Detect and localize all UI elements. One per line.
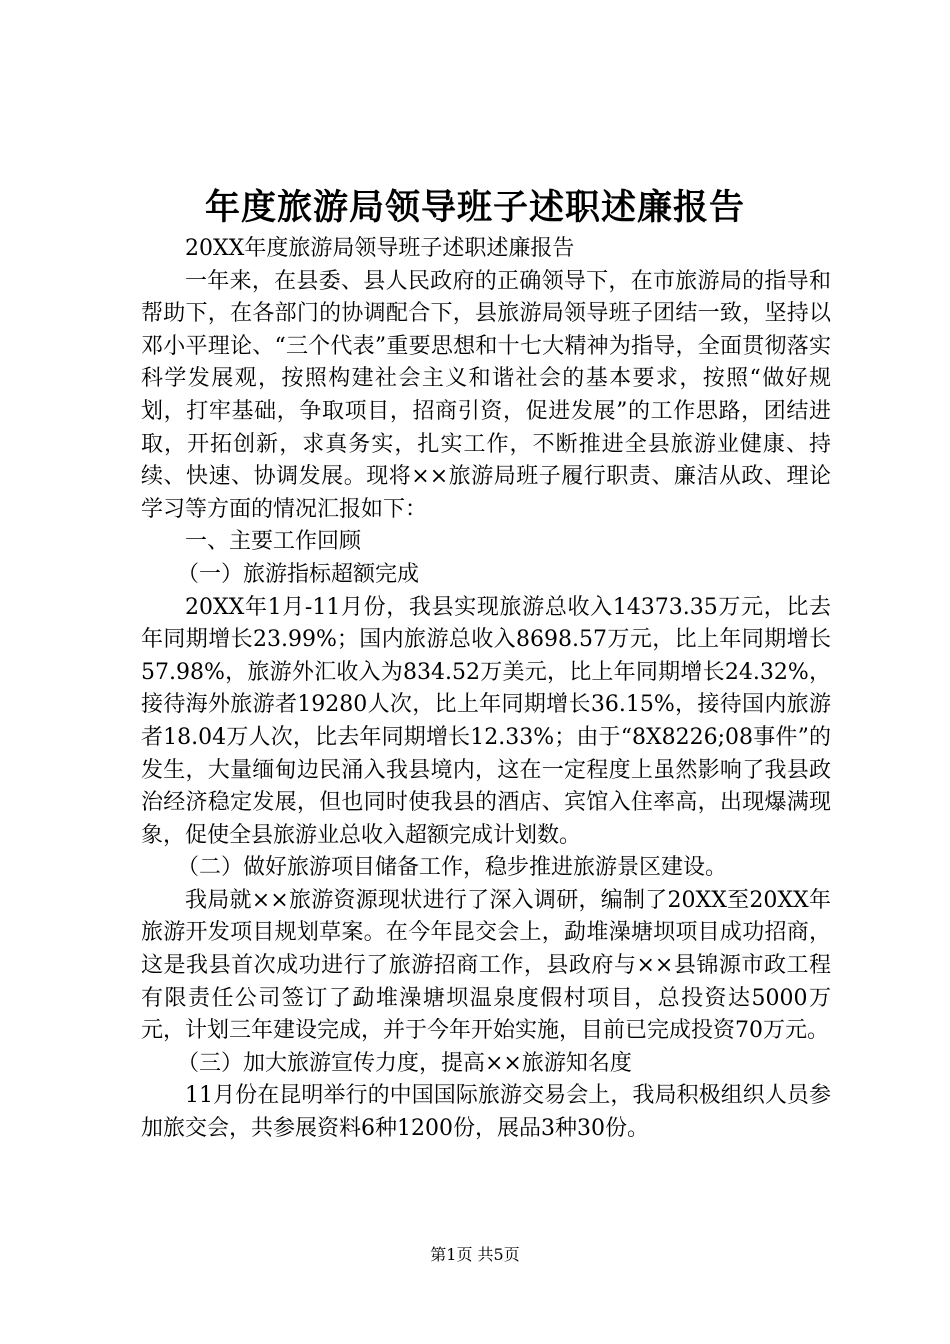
paragraph-subtitle: 20XX年度旅游局领导班子述职述廉报告 [185, 236, 575, 261]
subsection-heading: （一）旅游指标超额完成 [177, 561, 420, 587]
subsection-heading: （二）做好旅游项目储备工作，稳步推进旅游景区建设。 [177, 855, 728, 881]
section-heading: 一、主要工作回顾 [185, 529, 362, 555]
paragraph: 我局就××旅游资源现状进行了深入调研，编制了20XX至20XX年旅游开发项目规划草案。在今年昆交会上，勐堆澡塘坝项目成功招商，这是我县首次成功进行了旅游招商工作，县政府与××县锦源市政工程有限责任公司签订了勐堆澡塘坝温泉度假村项目，总投资达5000万元，计划三年建设完成，并于今年开始实施，目前已完成投资70万元。 [141, 887, 831, 1044]
paragraph: 20XX年1月-11月份，我县实现旅游总收入14373.35万元，比去年同期增长23.99%；国内旅游总收入8698.57万元，比上年同期增长57.98%，旅游外汇收入为834.52万美元，比上年同期增长24.32%，接待海外旅游者19280人次，比上年同期增长36.15%，接待国内旅游者18.04万人次，比去年同期增长12.33%；由于“8X8226;08事件”的发生，大量缅甸边民涌入我县境内，这在一定程度上虽然影响了我县政治经济稳定发展，但也同时使我县的酒店、宾馆入住率高，出现爆满现象，促使全县旅游业总收入超额完成计划数。 [141, 594, 831, 848]
page-footer: 第1页 共5页 [430, 1245, 520, 1264]
paragraph: 11月份在昆明举行的中国国际旅游交易会上，我局积极组织人员参加旅交会，共参展资料6种1200份，展品3种30份。 [141, 1083, 831, 1142]
paragraph-intro: 一年来，在县委、县人民政府的正确领导下，在市旅游局的指导和帮助下，在各部门的协调配合下，县旅游局领导班子团结一致，坚持以邓小平理论、“三个代表”重要思想和十七大精神为指导，全面贯彻落实科学发展观，按照构建社会主义和谐社会的基本要求，按照“做好规划，打牢基础，争取项目，招商引资，促进发展”的工作思路，团结进取，开拓创新，求真务实，扎实工作，不断推进全县旅游业健康、持续、快速、协调发展。现将××旅游局班子履行职责、廉洁从政、理论学习等方面的情况汇报如下： [141, 268, 831, 522]
subsection-heading: （三）加大旅游宣传力度，提高××旅游知名度 [177, 1050, 632, 1076]
document-title: 年度旅游局领导班子述职述廉报告 [204, 187, 745, 228]
document-body [141, 233, 831, 1146]
